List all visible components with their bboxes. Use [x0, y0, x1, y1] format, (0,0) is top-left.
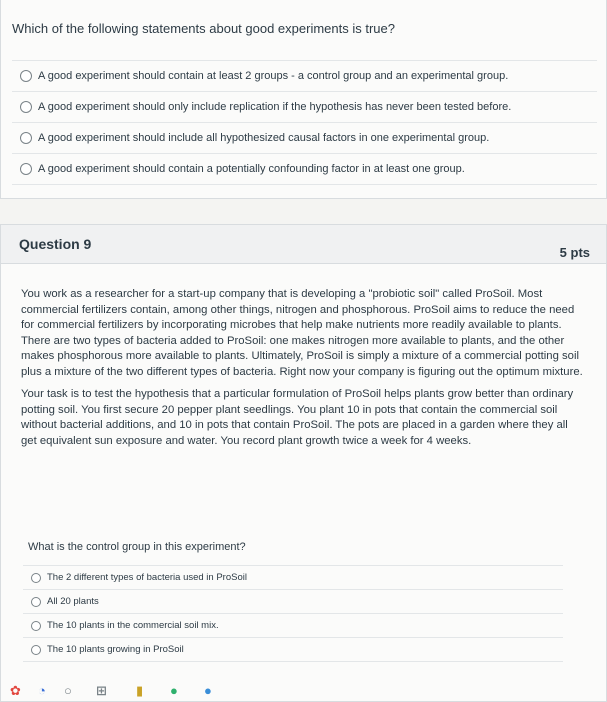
radio-button[interactable]	[31, 621, 41, 631]
question-points: 5 pts	[559, 245, 590, 260]
app-icon-6[interactable]: ●	[170, 683, 178, 698]
answer-option[interactable]	[23, 613, 563, 637]
question-9-answers	[23, 565, 563, 662]
answer-label: The 2 different types of bacteria used in ProSoil	[47, 572, 247, 583]
answer-label: A good experiment should contain a potentially confounding factor in at least one group.	[38, 163, 465, 175]
answer-option[interactable]	[12, 153, 597, 185]
app-icon-2[interactable]: ◔	[38, 683, 46, 698]
radio-button[interactable]	[31, 597, 41, 607]
question-8-card	[0, 0, 607, 199]
answer-option[interactable]	[12, 122, 597, 153]
app-icon-3[interactable]: ○	[64, 683, 72, 698]
answer-option[interactable]	[12, 60, 597, 91]
app-icon-7[interactable]: ●	[204, 683, 212, 698]
question-9-card	[0, 224, 607, 702]
question-9-prompt: What is the control group in this experiment?	[28, 541, 246, 553]
passage-paragraph: You work as a researcher for a start-up company that is developing a "probiotic soil" called ProSoil. Most commercial fertilizers contain, among other things, nitrogen and phosphorous. ProSoil aims to reduce the need for commercial fertilizers by incorporating microbes that help make nutrients more readily available to plants. There are two types of bacteria added to ProSoil: one makes nitrogen more available to plants, and the other makes phosphorous more available to plants. Ultimately, ProSoil is simply a mixture of a commercial potting soil plus a mixture of the two different types of bacteria. Right now your company is figuring out the optimum mixture.	[21, 288, 583, 378]
radio-button[interactable]	[31, 645, 41, 655]
answer-label: A good experiment should only include replication if the hypothesis has never been tested before.	[38, 101, 512, 113]
answer-option[interactable]	[23, 637, 563, 662]
answer-option[interactable]	[12, 91, 597, 122]
app-icon-1[interactable]: ✿	[10, 683, 21, 698]
answer-option[interactable]	[23, 589, 563, 613]
answer-label: The 10 plants in the commercial soil mix.	[47, 620, 219, 631]
question-8-prompt: Which of the following statements about good experiments is true?	[12, 21, 395, 36]
answer-label: A good experiment should contain at least 2 groups - a control group and an experimental group.	[38, 70, 509, 82]
answer-label: A good experiment should include all hypothesized causal factors in one experimental group.	[38, 132, 490, 144]
question-title: Question 9	[19, 236, 92, 252]
answer-option[interactable]	[23, 565, 563, 589]
question-8-answers	[12, 60, 597, 185]
app-icon-5[interactable]: ▮	[136, 683, 144, 698]
answer-label: All 20 plants	[47, 596, 99, 607]
radio-button[interactable]	[20, 70, 32, 82]
radio-button[interactable]	[31, 573, 41, 583]
passage-paragraph: Your task is to test the hypothesis that a particular formulation of ProSoil helps plants grow better than ordinary potting soil. You first secure 20 pepper plant seedlings. You plant 10 in pots that contain the commercial soil without bacterial additions, and 10 in pots that contain ProSoil. The pots are placed in a garden where they all get equivalent sun exposure and water. You record plant growth twice a week for 4 weeks.	[21, 388, 574, 447]
radio-button[interactable]	[20, 101, 32, 113]
radio-button[interactable]	[20, 163, 32, 175]
app-icon-4[interactable]: ⊞	[96, 683, 107, 698]
radio-button[interactable]	[20, 132, 32, 144]
taskbar-dock	[0, 680, 240, 700]
answer-label: The 10 plants growing in ProSoil	[47, 644, 184, 655]
question-9-header	[1, 225, 606, 264]
question-passage	[21, 287, 583, 456]
